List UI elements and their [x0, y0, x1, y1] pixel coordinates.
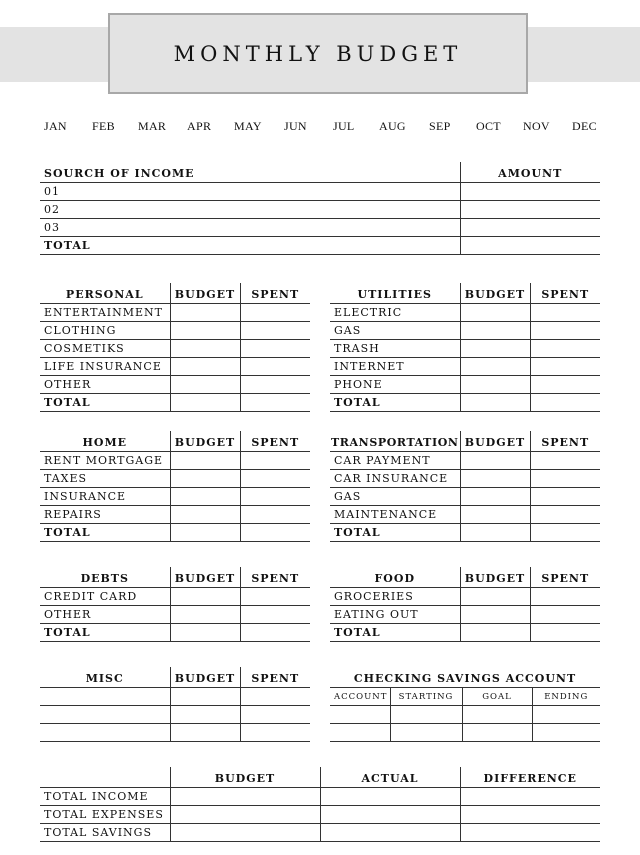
table-row: [330, 357, 600, 375]
utilities-header: UTILITIES: [357, 287, 432, 301]
misc-item-cell[interactable]: [40, 723, 170, 741]
income-source-label: 01: [40, 182, 460, 200]
table-row: [330, 605, 600, 623]
starting-cell[interactable]: [390, 705, 462, 723]
account-cell[interactable]: [330, 723, 390, 741]
table-row: [40, 393, 310, 411]
spent-cell[interactable]: [530, 623, 600, 641]
category-label: CREDIT CARD: [40, 587, 170, 605]
table-row: [40, 236, 600, 254]
category-label: REPAIRS: [40, 505, 170, 523]
table-row: [40, 182, 600, 200]
budget-header: BUDGET: [170, 667, 240, 687]
table-row: [40, 623, 310, 641]
budget-cell[interactable]: [170, 357, 240, 375]
spent-cell[interactable]: [240, 469, 310, 487]
table-row: [330, 451, 600, 469]
category-label: GAS: [330, 487, 460, 505]
transportation-table: [330, 431, 600, 542]
table-row: [40, 823, 600, 841]
spent-cell[interactable]: [240, 487, 310, 505]
spent-cell[interactable]: [240, 687, 310, 705]
category-label: RENT MORTGAGE: [40, 451, 170, 469]
table-row: [40, 451, 310, 469]
title-box: [108, 13, 528, 94]
summary-table: [40, 767, 600, 842]
table-row: [330, 321, 600, 339]
month-label[interactable]: OCT: [476, 119, 501, 133]
spent-cell[interactable]: [240, 303, 310, 321]
budget-cell[interactable]: [460, 393, 530, 411]
table-row: [330, 393, 600, 411]
table-row: [40, 375, 310, 393]
goal-cell[interactable]: [462, 723, 532, 741]
table-row: [330, 375, 600, 393]
spent-header: SPENT: [530, 283, 600, 303]
total-label: TOTAL: [330, 623, 460, 641]
starting-column-header: STARTING: [390, 687, 462, 705]
summary-label: TOTAL EXPENSES: [40, 805, 170, 823]
budget-cell[interactable]: [460, 357, 530, 375]
total-label: TOTAL: [40, 523, 170, 541]
budget-cell[interactable]: [170, 469, 240, 487]
table-row: [330, 723, 600, 741]
table-row: [40, 705, 310, 723]
budget-cell[interactable]: [170, 805, 320, 823]
month-label[interactable]: NOV: [523, 119, 550, 133]
month-label[interactable]: JAN: [44, 119, 67, 133]
spent-cell[interactable]: [530, 487, 600, 505]
actual-cell[interactable]: [320, 805, 460, 823]
budget-cell[interactable]: [460, 469, 530, 487]
budget-cell[interactable]: [170, 605, 240, 623]
table-row: [40, 339, 310, 357]
category-label: INSURANCE: [40, 487, 170, 505]
category-label: LIFE INSURANCE: [40, 357, 170, 375]
spent-header: SPENT: [530, 431, 600, 451]
summary-label-header: [40, 767, 170, 787]
category-label: CLOTHING: [40, 321, 170, 339]
category-label: GAS: [330, 321, 460, 339]
category-label: MAINTENANCE: [330, 505, 460, 523]
table-row: [40, 805, 600, 823]
summary-label: TOTAL SAVINGS: [40, 823, 170, 841]
table-row: [40, 487, 310, 505]
spent-cell[interactable]: [240, 523, 310, 541]
budget-header: BUDGET: [170, 567, 240, 587]
transportation-header: TRANSPORTATION: [331, 435, 459, 449]
page-title: MONTHLY BUDGET: [173, 41, 463, 66]
table-row: [40, 469, 310, 487]
table-row: [40, 787, 600, 805]
personal-table: [40, 283, 310, 412]
ending-cell[interactable]: [532, 705, 600, 723]
personal-header: PERSONAL: [65, 287, 144, 301]
income-table: [40, 162, 600, 255]
category-label: ENTERTAINMENT: [40, 303, 170, 321]
spent-cell[interactable]: [240, 339, 310, 357]
debts-table: [40, 567, 310, 642]
spent-cell[interactable]: [530, 357, 600, 375]
budget-header: BUDGET: [170, 431, 240, 451]
budget-cell[interactable]: [170, 623, 240, 641]
spent-cell[interactable]: [240, 623, 310, 641]
income-source-header: SOURCH OF INCOME: [44, 166, 195, 180]
total-label: TOTAL: [40, 623, 170, 641]
misc-table: [40, 667, 310, 742]
category-label: TRASH: [330, 339, 460, 357]
table-row: [330, 523, 600, 541]
spent-cell[interactable]: [530, 321, 600, 339]
budget-cell[interactable]: [460, 605, 530, 623]
category-label: OTHER: [40, 375, 170, 393]
spent-header: SPENT: [240, 431, 310, 451]
spent-cell[interactable]: [240, 605, 310, 623]
spent-cell[interactable]: [240, 723, 310, 741]
spent-cell[interactable]: [530, 469, 600, 487]
spent-cell[interactable]: [530, 375, 600, 393]
budget-cell[interactable]: [460, 487, 530, 505]
category-label: CAR INSURANCE: [330, 469, 460, 487]
income-total-label: TOTAL: [40, 236, 460, 254]
table-row: [40, 505, 310, 523]
spent-cell[interactable]: [240, 357, 310, 375]
income-amount-cell[interactable]: [460, 200, 600, 218]
total-label: TOTAL: [330, 393, 460, 411]
income-amount-cell[interactable]: [460, 182, 600, 200]
month-label[interactable]: JUL: [333, 119, 355, 133]
spent-header: SPENT: [530, 567, 600, 587]
misc-item-cell[interactable]: [40, 705, 170, 723]
table-row: [330, 687, 600, 705]
income-total-cell[interactable]: [460, 236, 600, 254]
category-label: EATING OUT: [330, 605, 460, 623]
spent-cell[interactable]: [240, 321, 310, 339]
table-row: [40, 321, 310, 339]
checking-savings-table: [330, 667, 600, 742]
budget-cell[interactable]: [460, 303, 530, 321]
month-label[interactable]: AUG: [379, 119, 406, 133]
budget-cell[interactable]: [460, 339, 530, 357]
budget-cell[interactable]: [170, 705, 240, 723]
budget-cell[interactable]: [170, 339, 240, 357]
spent-cell[interactable]: [240, 375, 310, 393]
spent-cell[interactable]: [530, 339, 600, 357]
budget-header: BUDGET: [170, 283, 240, 303]
budget-cell[interactable]: [170, 587, 240, 605]
budget-cell[interactable]: [170, 723, 240, 741]
table-row: [40, 587, 310, 605]
goal-column-header: GOAL: [462, 687, 532, 705]
spent-cell[interactable]: [530, 505, 600, 523]
budget-header: BUDGET: [170, 767, 320, 787]
account-cell[interactable]: [330, 705, 390, 723]
budget-cell[interactable]: [460, 451, 530, 469]
budget-header: BUDGET: [460, 283, 530, 303]
food-header: FOOD: [374, 571, 415, 585]
spent-cell[interactable]: [240, 451, 310, 469]
actual-cell[interactable]: [320, 823, 460, 841]
income-amount-header: AMOUNT: [460, 162, 600, 182]
ending-cell[interactable]: [532, 723, 600, 741]
month-label[interactable]: SEP: [429, 119, 451, 133]
utilities-table: [330, 283, 600, 412]
spent-header: SPENT: [240, 567, 310, 587]
income-source-label: 02: [40, 200, 460, 218]
table-row: [40, 357, 310, 375]
budget-cell[interactable]: [170, 787, 320, 805]
month-label[interactable]: APR: [187, 119, 212, 133]
spent-cell[interactable]: [530, 451, 600, 469]
table-row: [330, 705, 600, 723]
table-row: [40, 723, 310, 741]
spent-cell[interactable]: [530, 605, 600, 623]
checking-savings-header: CHECKING SAVINGS ACCOUNT: [353, 671, 577, 685]
difference-header: DIFFERENCE: [460, 767, 600, 787]
spent-cell[interactable]: [530, 303, 600, 321]
spent-cell[interactable]: [240, 393, 310, 411]
spent-header: SPENT: [240, 283, 310, 303]
starting-cell[interactable]: [390, 723, 462, 741]
budget-cell[interactable]: [170, 321, 240, 339]
month-label[interactable]: FEB: [92, 119, 115, 133]
food-table: [330, 567, 600, 642]
table-row: [330, 487, 600, 505]
budget-cell[interactable]: [170, 487, 240, 505]
actual-header: ACTUAL: [320, 767, 460, 787]
budget-cell[interactable]: [170, 523, 240, 541]
month-row: [40, 119, 605, 137]
table-row: [330, 339, 600, 357]
total-label: TOTAL: [330, 523, 460, 541]
account-column-header: ACCOUNT: [330, 687, 390, 705]
difference-cell[interactable]: [460, 805, 600, 823]
table-row: [330, 587, 600, 605]
table-row: [40, 218, 600, 236]
spent-cell[interactable]: [530, 587, 600, 605]
table-row: [330, 469, 600, 487]
category-label: PHONE: [330, 375, 460, 393]
category-label: COSMETIKS: [40, 339, 170, 357]
income-amount-cell[interactable]: [460, 218, 600, 236]
table-row: [40, 523, 310, 541]
spent-cell[interactable]: [240, 505, 310, 523]
budget-cell[interactable]: [170, 687, 240, 705]
category-label: TAXES: [40, 469, 170, 487]
category-label: CAR PAYMENT: [330, 451, 460, 469]
difference-cell[interactable]: [460, 823, 600, 841]
goal-cell[interactable]: [462, 705, 532, 723]
home-table: [40, 431, 310, 542]
spent-cell[interactable]: [530, 523, 600, 541]
category-label: OTHER: [40, 605, 170, 623]
category-label: ELECTRIC: [330, 303, 460, 321]
budget-header: BUDGET: [460, 567, 530, 587]
spent-header: SPENT: [240, 667, 310, 687]
spent-cell[interactable]: [240, 705, 310, 723]
actual-cell[interactable]: [320, 787, 460, 805]
misc-item-cell[interactable]: [40, 687, 170, 705]
budget-cell[interactable]: [170, 451, 240, 469]
budget-header: BUDGET: [460, 431, 530, 451]
income-source-label: 03: [40, 218, 460, 236]
misc-header: MISC: [85, 671, 124, 685]
budget-cell[interactable]: [170, 505, 240, 523]
ending-column-header: ENDING: [532, 687, 600, 705]
budget-cell[interactable]: [170, 823, 320, 841]
month-label[interactable]: MAY: [234, 119, 262, 133]
budget-cell[interactable]: [460, 375, 530, 393]
budget-cell[interactable]: [460, 321, 530, 339]
spent-cell[interactable]: [530, 393, 600, 411]
table-row: [40, 605, 310, 623]
table-row: [330, 303, 600, 321]
budget-cell[interactable]: [170, 303, 240, 321]
month-label[interactable]: JUN: [284, 119, 307, 133]
budget-cell[interactable]: [460, 505, 530, 523]
table-row: [40, 303, 310, 321]
total-label: TOTAL: [40, 393, 170, 411]
table-row: [330, 623, 600, 641]
category-label: GROCERIES: [330, 587, 460, 605]
spent-cell[interactable]: [240, 587, 310, 605]
table-row: [40, 687, 310, 705]
budget-cell[interactable]: [460, 623, 530, 641]
budget-cell[interactable]: [460, 523, 530, 541]
difference-cell[interactable]: [460, 787, 600, 805]
budget-cell[interactable]: [460, 587, 530, 605]
home-header: HOME: [82, 435, 128, 449]
table-row: [330, 505, 600, 523]
summary-label: TOTAL INCOME: [40, 787, 170, 805]
budget-cell[interactable]: [170, 375, 240, 393]
budget-cell[interactable]: [170, 393, 240, 411]
month-label[interactable]: DEC: [572, 119, 597, 133]
debts-header: DEBTS: [80, 571, 129, 585]
table-row: [40, 200, 600, 218]
category-label: INTERNET: [330, 357, 460, 375]
month-label[interactable]: MAR: [138, 119, 167, 133]
